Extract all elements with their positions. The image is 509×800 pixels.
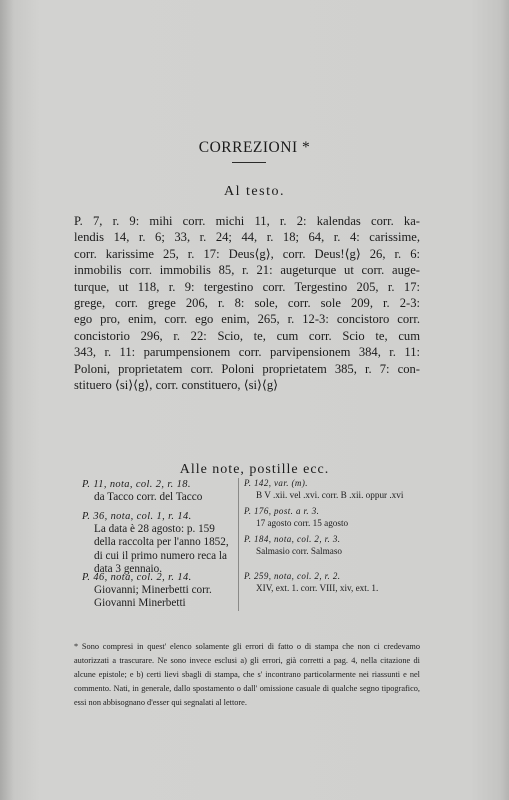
text-corrections	[74, 213, 420, 393]
note-entry	[244, 534, 420, 557]
note-entry	[244, 506, 420, 529]
correction-line: corr. karissime 25, r. 17: Deus⟨g⟩, corr. Deus!⟨g⟩ 26, r. 6:	[74, 246, 420, 261]
note-ref: P. 184, nota, col. 2, r. 3.	[244, 534, 341, 544]
column-divider	[238, 478, 239, 611]
note-entry	[82, 571, 232, 611]
note-ref: P. 176, post. a r. 3.	[244, 506, 320, 516]
note-body: B V .xii. vel .xvi. corr. B .xii. oppur .xvi	[256, 489, 404, 500]
correction-line: ego pro, enim, corr. ego enim, 265, r. 12-3: concistoro corr.	[74, 312, 420, 327]
note-body: 17 agosto corr. 15 agosto	[256, 517, 349, 528]
footnote: * Sono compresi in quest' elenco solamente gli errori di fatto o di stampa che non ci credevamo autorizzati a trascurare. Ne sono invece esclusi a) gli errori, già corretti a pag. 4, nella citazione di alcune epistole; e b) certi lievi sbagli di stampa, che s' incontrano particolarmente nei riassunti e nel commento. Nati, in generale, dallo spostamento o dall' omissione casuale di qualche segno tipografico, essi non abbisognano d'esser qui segnalati al lettore.	[74, 642, 420, 707]
note-ref: P. 11, nota, col. 2, r. 18.	[82, 479, 191, 490]
note-ref: P. 36, nota, col. 1, r. 14.	[82, 511, 192, 522]
correction-line: inmobilis corr. immobilis 85, r. 21: augeturque ut corr. auge-	[74, 263, 420, 278]
note-body: Giovanni; Minerbetti corr. Giovanni Minerbetti	[94, 584, 212, 610]
note-body: XIV, ext. 1. corr. VIII, xiv, ext. 1.	[256, 582, 379, 593]
correction-line: turque, ut 118, r. 9: tergestino corr. Tergestino 205, r. 17:	[74, 279, 420, 294]
note-ref: P. 259, nota, col. 2, r. 2.	[244, 571, 341, 581]
note-body: da Tacco corr. del Tacco	[94, 491, 203, 504]
note-entry	[82, 510, 232, 576]
title-rule	[232, 162, 266, 163]
correction-line: concistorio 296, r. 22: Scio, te, cum corr. Scio te, cum	[74, 328, 420, 343]
correction-line: Poloni, proprietatem corr. Poloni proprietatem 385, r. 7: con-	[74, 361, 420, 376]
section-heading-notes: Alle note, postille ecc.	[179, 462, 330, 477]
correction-line: lendis 14, r. 6; 33, r. 24; 44, r. 18; 64, r. 4: carissime,	[74, 230, 420, 245]
note-entry	[244, 571, 420, 594]
note-entry	[82, 478, 232, 504]
note-ref: P. 46, nota, col. 2, r. 14.	[82, 572, 192, 583]
section-heading-text: Al testo.	[224, 184, 285, 199]
correction-line: 343, r. 11: parumpensionem corr. parvipensionem 384, r. 11:	[74, 345, 420, 360]
note-body: Salmasio corr. Salmaso	[256, 545, 342, 556]
note-entry	[244, 478, 420, 501]
note-ref: P. 142, var. (m).	[244, 478, 308, 488]
correction-line: stituero ⟨si⟩⟨g⟩, corr. constituero, ⟨si⟩⟨g⟩	[74, 377, 279, 392]
correction-line: P. 7, r. 9: mihi corr. michi 11, r. 2: kalendas corr. ka-	[74, 214, 420, 228]
page-title: CORREZIONI *	[198, 139, 311, 156]
note-body: La data è 28 agosto: p. 159 della raccolta per l'anno 1852, di cui il primo numero reca la data 3 gennaio.	[94, 523, 229, 575]
correction-line: grege, corr. grege 206, r. 8: sole, corr. sole 209, r. 2-3:	[74, 295, 420, 310]
